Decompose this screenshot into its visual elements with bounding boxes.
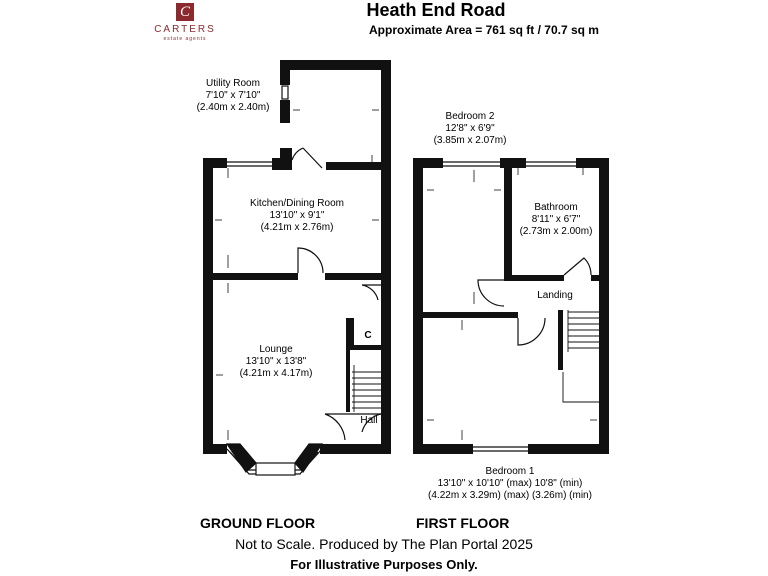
page-title: Heath End Road (366, 0, 506, 20)
room-imperial: 13'10" x 9'1" (269, 210, 325, 221)
room-metric: (3.85m x 2.07m) (433, 135, 507, 146)
bathroom-label (508, 202, 604, 238)
bathroom-bottom-wall-right (591, 275, 609, 281)
scale-note: Not to Scale. Produced by The Plan Portal 2025 (235, 536, 533, 552)
utility-top-wall (280, 60, 391, 70)
kitchen-top-wall-mid (272, 158, 292, 170)
utility-right-wall (381, 60, 391, 170)
room-metric: (2.40m x 2.40m) (196, 102, 270, 113)
room-metric: (4.22m x 3.29m) (max) (3.26m) (min) (428, 490, 592, 501)
stair-well-wall (558, 310, 563, 370)
landing-label: Landing (537, 290, 573, 301)
room-metric: (2.73m x 2.00m) (519, 226, 593, 237)
first-top-wall-mid (500, 158, 526, 168)
first-top-wall-left (413, 158, 443, 168)
room-imperial: 8'11" x 6'7" (531, 214, 581, 225)
first-bottom-wall-left (413, 444, 473, 454)
ground-floor-walls (203, 60, 391, 454)
kitchen-lounge-wall-left (213, 273, 298, 280)
room-metric: (4.21m x 4.17m) (239, 368, 313, 379)
room-name: Lounge (259, 344, 293, 355)
approximate-area: Approximate Area = 761 sq ft / 70.7 sq m (369, 23, 599, 37)
room-metric: (4.21m x 2.76m) (260, 222, 334, 233)
first-floor-title: FIRST FLOOR (416, 515, 510, 531)
utility-room-label (178, 78, 288, 114)
brand-tagline: estate agents (163, 36, 207, 42)
lounge-bottom-wall-right (320, 444, 391, 454)
lounge-bottom-wall-left (203, 444, 227, 454)
kitchen-top-wall-left (203, 158, 227, 168)
room-imperial: 13'10" x 13'8" (245, 356, 307, 367)
first-top-wall-right (576, 158, 609, 168)
logo-mark-letter: C (179, 4, 190, 20)
kitchen-lounge-wall-right (325, 273, 381, 280)
first-bottom-wall-right (528, 444, 609, 454)
cupboard-bottom-wall (346, 345, 381, 350)
room-name: Utility Room (206, 78, 260, 89)
room-name: Bathroom (534, 202, 578, 213)
room-imperial: 12'8" x 6'9" (445, 123, 495, 134)
ground-floor-title: GROUND FLOOR (200, 515, 316, 531)
bedroom1-top-wall (423, 312, 518, 318)
lounge-label (226, 344, 326, 380)
room-name: Bedroom 2 (445, 111, 495, 122)
room-imperial: 7'10" x 7'10" (205, 90, 261, 101)
illustrative-note: For Illustrative Purposes Only. (290, 557, 478, 572)
bedroom-2-label (415, 111, 525, 147)
stair-side-wall (346, 350, 350, 412)
kitchen-dining-label (222, 198, 372, 234)
bathroom-bottom-wall-left (504, 275, 564, 281)
ground-left-wall (203, 158, 213, 454)
ground-right-wall (381, 158, 391, 454)
first-left-wall (413, 158, 423, 454)
hall-label: Hall (360, 415, 378, 426)
room-name: Bedroom 1 (485, 466, 535, 477)
room-imperial: 13'10" x 10'10" (max) 10'8" (min) (437, 478, 583, 489)
cupboard-label: C (364, 330, 372, 341)
bedroom-1-label (400, 466, 620, 502)
brand-name: CARTERS (154, 24, 216, 35)
room-name: Kitchen/Dining Room (250, 198, 344, 209)
